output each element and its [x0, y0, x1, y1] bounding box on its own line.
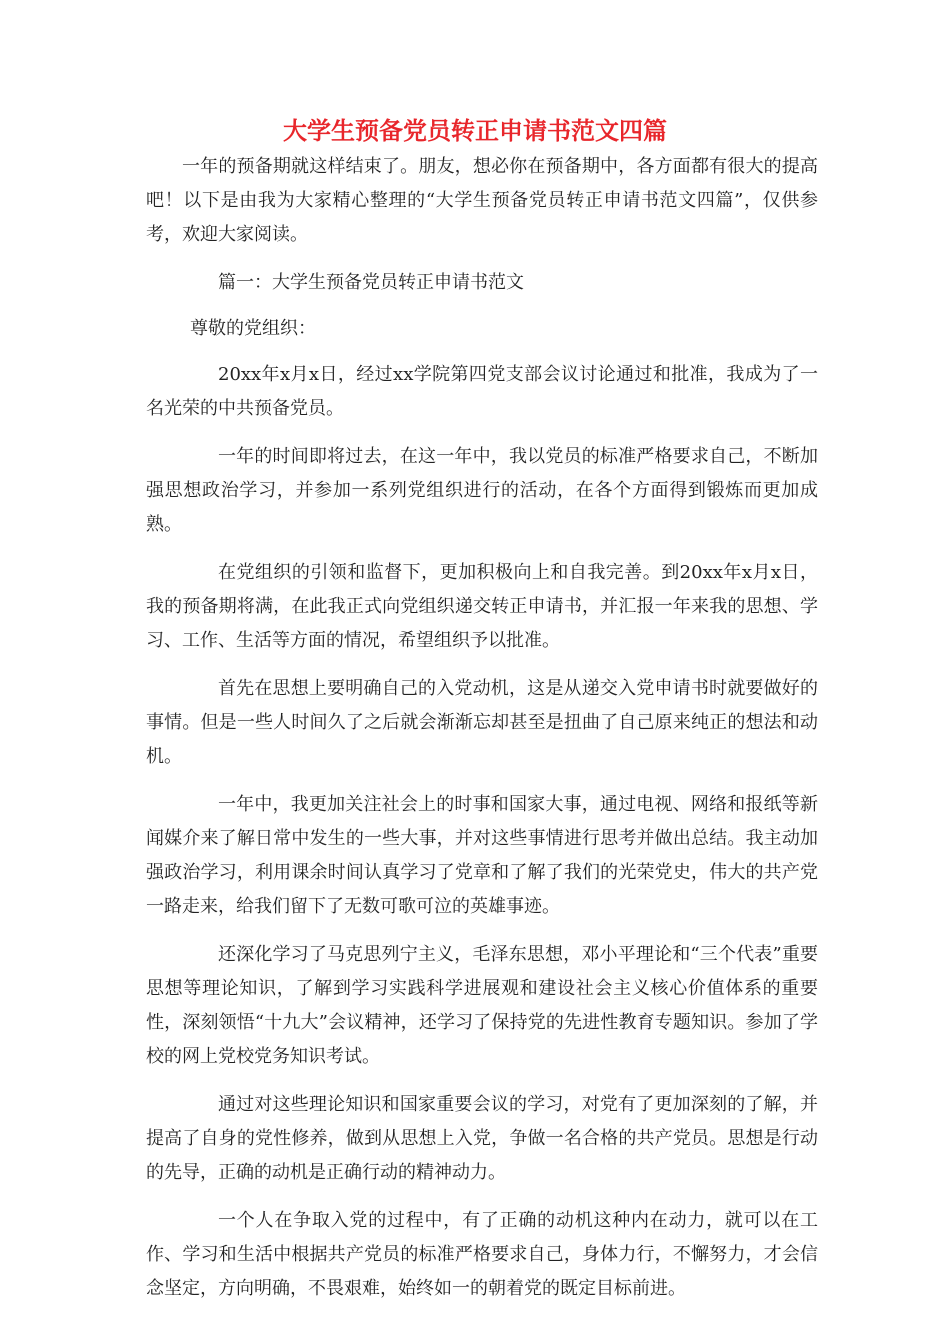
document-body [146, 150, 818, 1320]
body-paragraph-8: 一个人在争取入党的过程中，有了正确的动机这种内在动力，就可以在工作、学习和生活中根据共产党员的标准严格要求自己，身体力行，不懈努力，才会信念坚定，方向明确，不畏艰难，始终如一的朝着党的既定目标前进。 [146, 1210, 818, 1299]
body-paragraph-3: 在党组织的引领和监督下，更加积极向上和自我完善。到20xx年x月x日，我的预备期将满，在此我正式向党组织递交转正申请书，并汇报一年来我的思想、学习、工作、生活等方面的情况，希望组织予以批准。 [146, 562, 818, 651]
body-paragraph-1: 20xx年x月x日，经过xx学院第四党支部会议讨论通过和批准，我成为了一名光荣的中共预备党员。 [146, 364, 818, 419]
section-heading: 篇一：大学生预备党员转正申请书范文 [218, 272, 524, 293]
body-paragraph-4: 首先在思想上要明确自己的入党动机，这是从递交入党申请书时就要做好的事情。但是一些人时间久了之后就会渐渐忘却甚至是扭曲了自己原来纯正的想法和动机。 [146, 678, 818, 767]
intro-paragraph: 一年的预备期就这样结束了。朋友，想必你在预备期中，各方面都有很大的提高吧！以下是由我为大家精心整理的“大学生预备党员转正申请书范文四篇”，仅供参考，欢迎大家阅读。 [146, 156, 818, 245]
body-paragraph-5: 一年中，我更加关注社会上的时事和国家大事，通过电视、网络和报纸等新闻媒介来了解日常中发生的一些大事，并对这些事情进行思考并做出总结。我主动加强政治学习，利用课余时间认真学习了党章和了解了我们的光荣党史，伟大的共产党一路走来，给我们留下了无数可歌可泣的英雄事迹。 [146, 794, 818, 917]
body-paragraph-2: 一年的时间即将过去，在这一年中，我以党员的标准严格要求自己，不断加强思想政治学习，并参加一系列党组织进行的活动，在各个方面得到锻炼而更加成熟。 [146, 446, 818, 535]
document-title: 大学生预备党员转正申请书范文四篇 [283, 117, 667, 145]
body-paragraph-7: 通过对这些理论知识和国家重要会议的学习，对党有了更加深刻的了解，并提高了自身的党性修养，做到从思想上入党，争做一名合格的共产党员。思想是行动的先导，正确的动机是正确行动的精神动力。 [146, 1094, 818, 1183]
salutation: 尊敬的党组织： [190, 318, 316, 339]
body-paragraph-6: 还深化学习了马克思列宁主义，毛泽东思想，邓小平理论和“三个代表”重要思想等理论知识，了解到学习实践科学进展观和建设社会主义核心价值体系的重要性，深刻领悟“十九大”会议精神，还学习了保持党的先进性教育专题知识。参加了学校的网上党校党务知识考试。 [146, 944, 818, 1067]
